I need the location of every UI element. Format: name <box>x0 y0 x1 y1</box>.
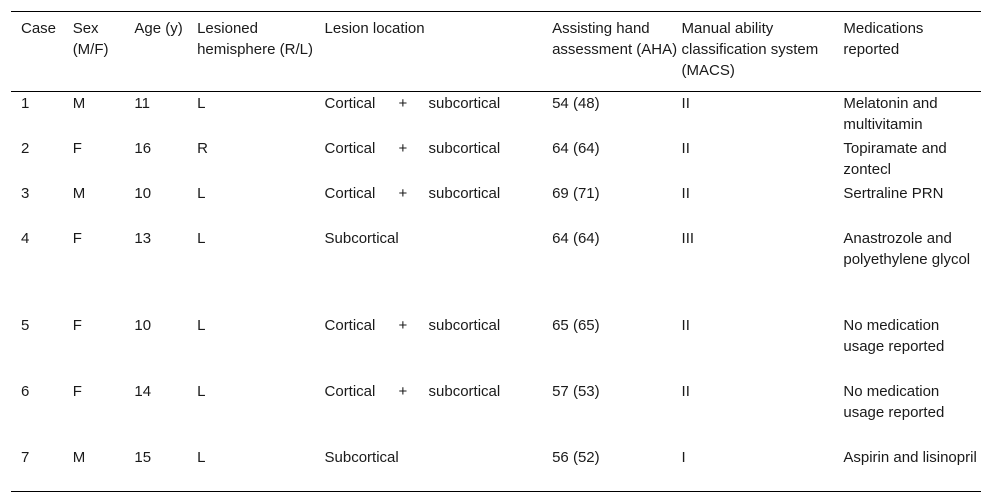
cell-aha: 65 (65) <box>552 317 600 334</box>
cell-case: 4 <box>21 230 30 247</box>
cell-hemisphere: L <box>197 383 206 400</box>
cell-hemisphere: L <box>197 317 206 334</box>
lesion-location-secondary: subcortical <box>428 317 501 334</box>
cell-lesion-location <box>325 92 553 138</box>
lesion-location-primary: Cortical <box>324 95 376 112</box>
lesion-location-primary: Subcortical <box>324 449 399 466</box>
cell-aha: 57 (53) <box>552 383 600 400</box>
header-case: Case <box>21 20 57 37</box>
cell-aha: 54 (48) <box>552 95 600 112</box>
cell-hemisphere: L <box>197 185 206 202</box>
table-row <box>11 92 981 138</box>
header-hemisphere: Lesioned hemisphere (R/L) <box>197 20 313 58</box>
lesion-location-plus: + <box>398 317 408 334</box>
cell-sex: F <box>72 383 82 400</box>
cell-sex: F <box>72 317 82 334</box>
header-lesion-location: Lesion location <box>324 20 425 37</box>
cell-medications: Sertraline PRN <box>843 185 944 202</box>
cell-case: 6 <box>21 383 30 400</box>
lesion-location-plus: + <box>398 383 408 400</box>
cell-case: 3 <box>21 185 30 202</box>
table-row <box>11 182 981 227</box>
header-age: Age (y) <box>134 20 183 37</box>
cell-sex: M <box>72 95 86 112</box>
lesion-location-secondary: subcortical <box>428 383 501 400</box>
table-header-row <box>11 12 981 92</box>
cell-macs: II <box>681 140 690 157</box>
cell-macs: III <box>681 230 695 247</box>
lesion-location-secondary: subcortical <box>428 140 501 157</box>
cell-sex: M <box>72 449 86 466</box>
lesion-location-primary: Cortical <box>324 185 376 202</box>
cell-aha: 56 (52) <box>552 449 600 466</box>
header-aha: Assisting hand assessment (AHA) <box>552 20 678 58</box>
table-row <box>11 137 981 182</box>
cell-sex: F <box>72 230 82 247</box>
table-row <box>11 380 981 446</box>
cell-age: 15 <box>134 449 152 466</box>
cell-case: 2 <box>21 140 30 157</box>
cell-lesion-location <box>325 137 553 182</box>
cell-age: 13 <box>134 230 152 247</box>
cell-age: 14 <box>134 383 152 400</box>
cell-lesion-location <box>325 380 553 446</box>
cell-sex: F <box>72 140 82 157</box>
header-macs: Manual ability classification system (MACS) <box>681 20 819 79</box>
table-row <box>11 314 981 380</box>
cell-macs: II <box>681 317 690 334</box>
lesion-location-plus: + <box>398 185 408 202</box>
cell-hemisphere: L <box>197 449 206 466</box>
cell-macs: II <box>681 383 690 400</box>
patient-characteristics-table <box>11 11 981 492</box>
cell-aha: 64 (64) <box>552 140 600 157</box>
cell-macs: I <box>681 449 686 466</box>
cell-age: 16 <box>134 140 152 157</box>
cell-medications: No medication usage reported <box>843 317 945 355</box>
table-row <box>11 446 981 492</box>
cell-medications: Melatonin and multivitamin <box>843 95 938 133</box>
cell-macs: II <box>681 185 690 202</box>
lesion-location-primary: Subcortical <box>324 230 399 247</box>
cell-aha: 69 (71) <box>552 185 600 202</box>
cell-hemisphere: L <box>197 95 206 112</box>
cell-aha: 64 (64) <box>552 230 600 247</box>
cell-macs: II <box>681 95 690 112</box>
cell-age: 11 <box>134 95 150 112</box>
cell-case: 5 <box>21 317 30 334</box>
lesion-location-plus: + <box>398 140 408 157</box>
header-medications: Medications reported <box>843 20 924 58</box>
cell-hemisphere: L <box>197 230 206 247</box>
lesion-location-primary: Cortical <box>324 140 376 157</box>
cell-lesion-location <box>325 446 553 492</box>
lesion-location-secondary: subcortical <box>428 95 501 112</box>
header-sex: Sex (M/F) <box>72 20 109 58</box>
cell-hemisphere: R <box>197 140 208 157</box>
lesion-location-plus: + <box>398 95 408 112</box>
cell-age: 10 <box>134 185 152 202</box>
cell-lesion-location <box>325 227 553 314</box>
cell-lesion-location <box>325 182 553 227</box>
cell-age: 10 <box>134 317 152 334</box>
lesion-location-primary: Cortical <box>324 317 376 334</box>
table-row <box>11 227 981 314</box>
lesion-location-secondary: subcortical <box>428 185 501 202</box>
cell-medications: Anastrozole and polyethylene glycol <box>843 230 971 268</box>
lesion-location-primary: Cortical <box>324 383 376 400</box>
cell-case: 1 <box>21 95 30 112</box>
cell-medications: Aspirin and lisinopril <box>843 449 977 466</box>
cell-case: 7 <box>21 449 30 466</box>
cell-medications: No medication usage reported <box>843 383 945 421</box>
cell-lesion-location <box>325 314 553 380</box>
cell-sex: M <box>72 185 86 202</box>
cell-medications: Topiramate and zontecl <box>843 140 947 178</box>
